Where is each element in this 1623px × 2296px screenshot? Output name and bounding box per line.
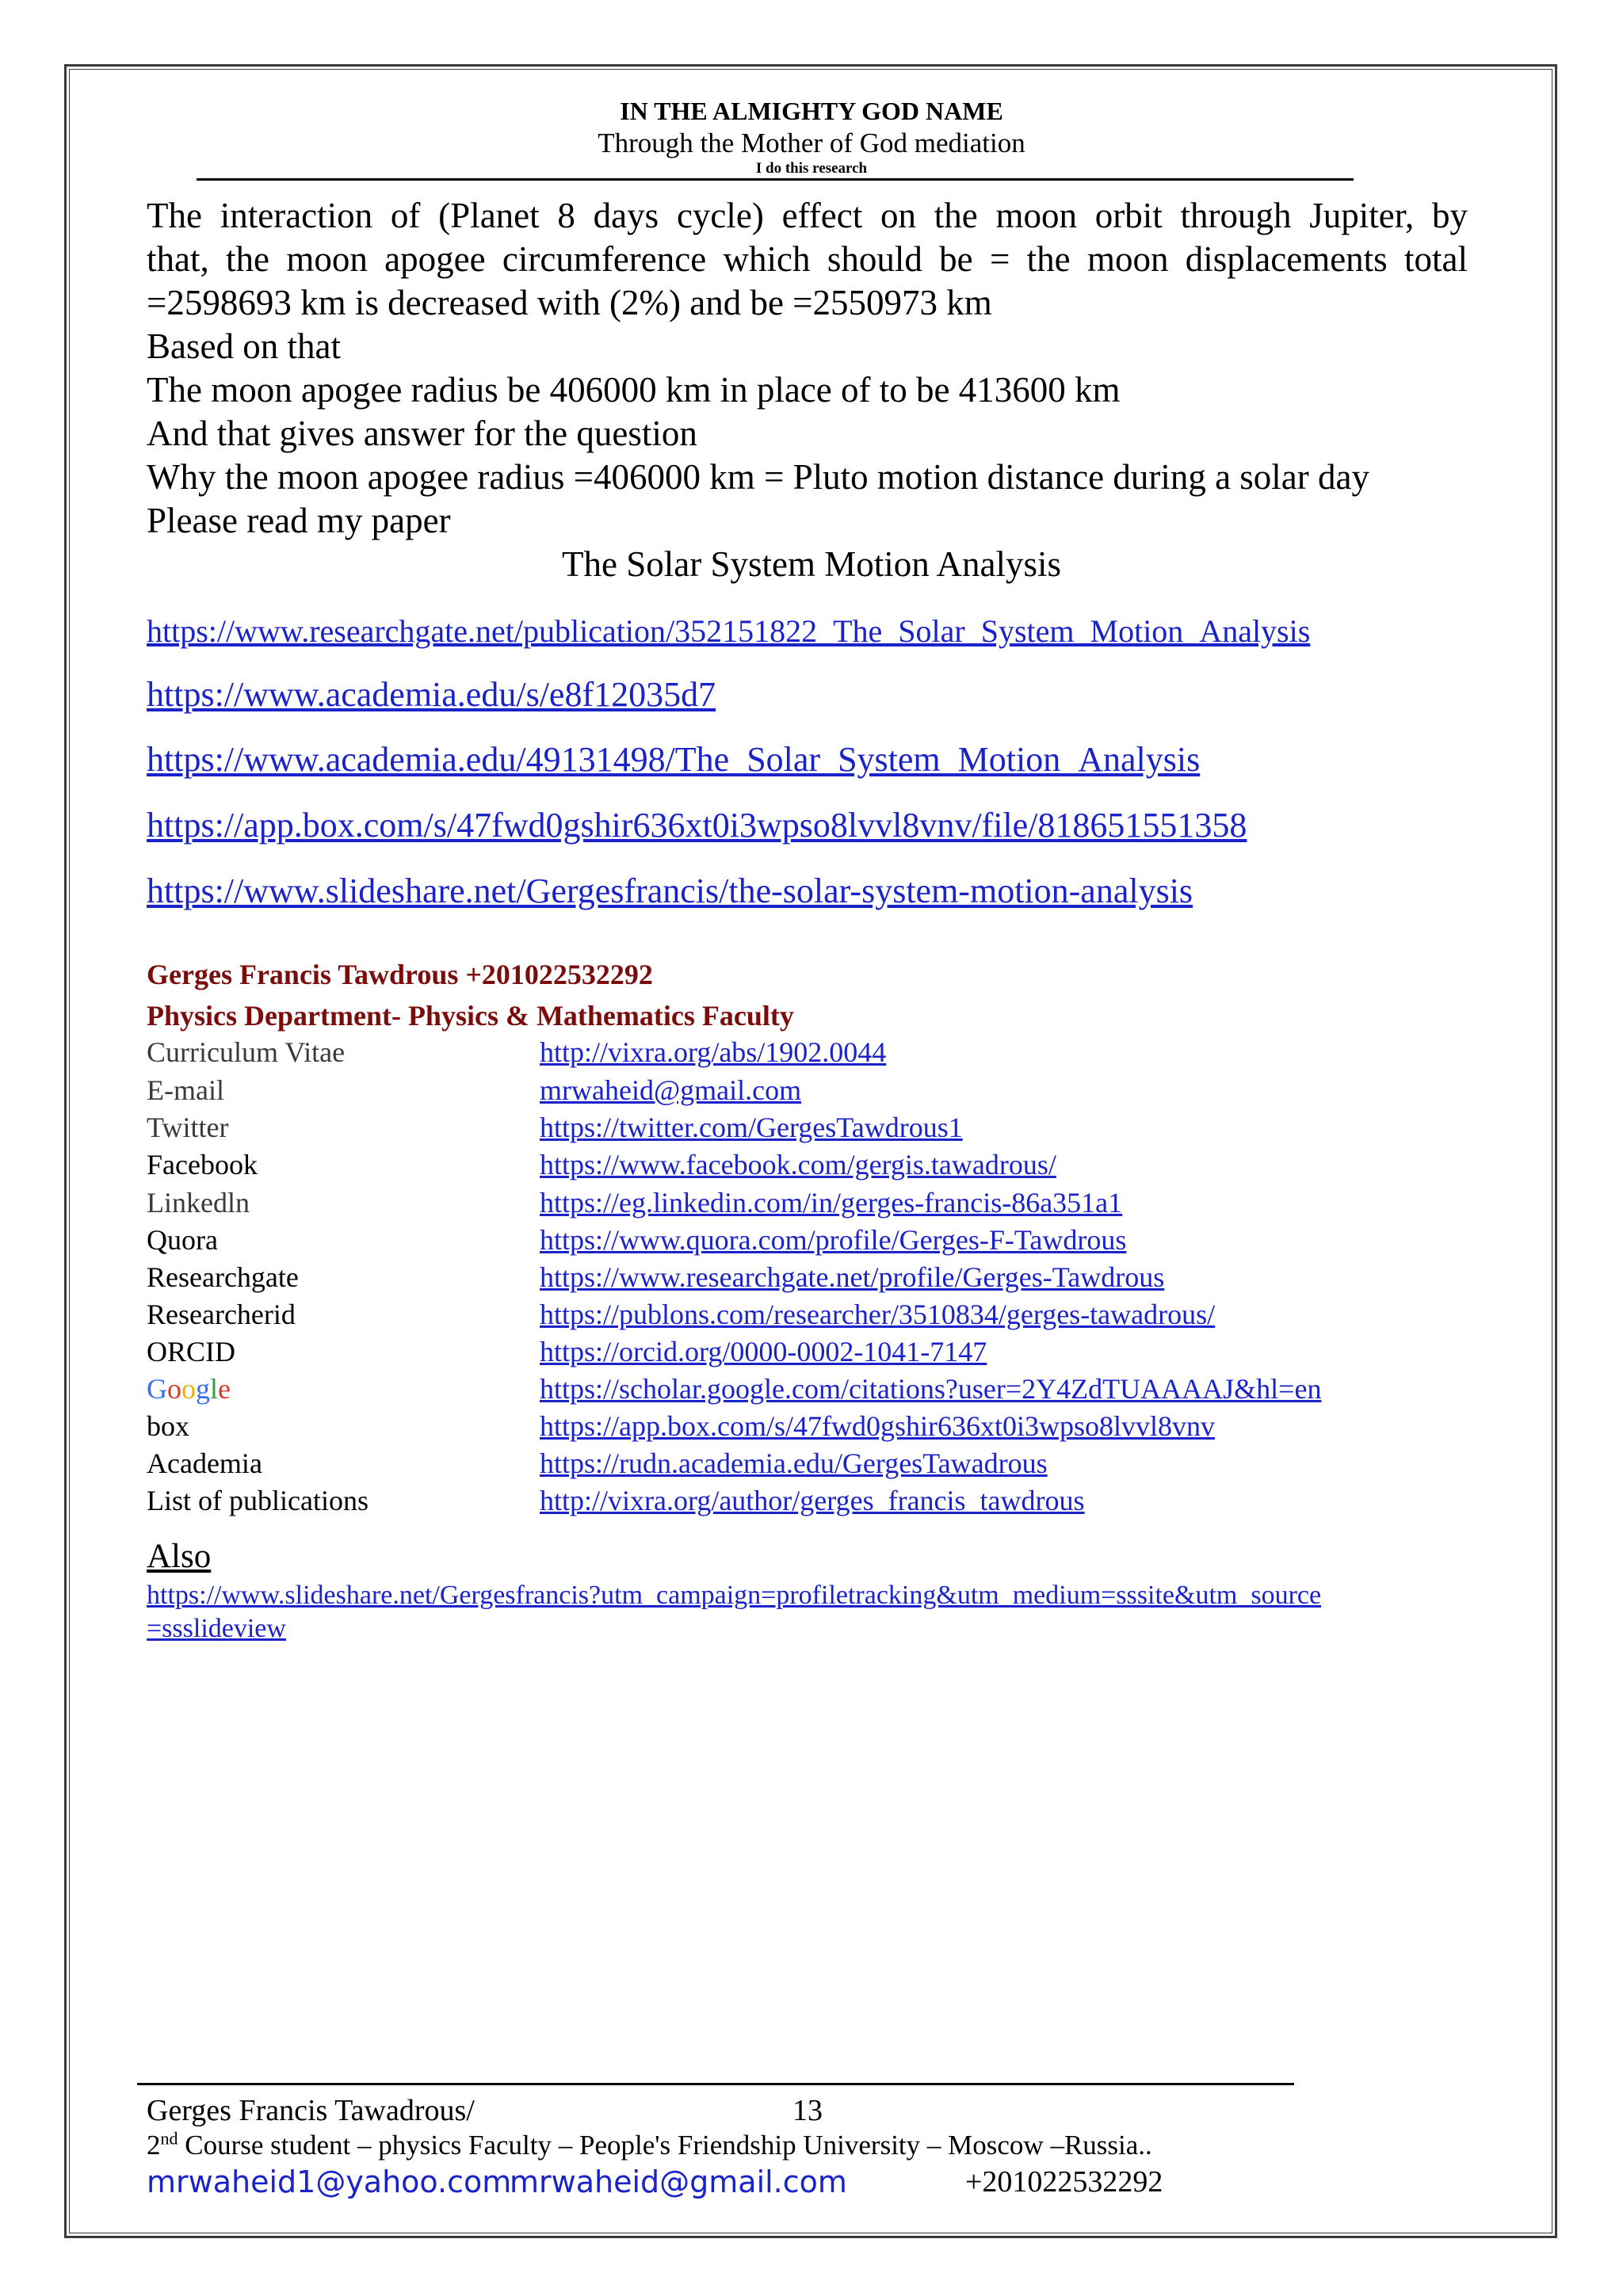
paper-title: The Solar System Motion Analysis	[562, 544, 1061, 584]
also-heading: Also	[147, 1538, 212, 1575]
footer-phone: +201022532292	[965, 2165, 1163, 2199]
footer-course-num: 2	[147, 2130, 161, 2161]
contact-link-cv[interactable]: http://vixra.org/abs/1902.0044	[540, 1036, 887, 1068]
also-link-line-2[interactable]: =ssslideview	[147, 1614, 286, 1643]
body-line-7: Why the moon apogee radius =406000 km = Pluto motion distance during a solar day	[147, 457, 1369, 497]
contact-label-email: E-mail	[147, 1074, 224, 1106]
contact-label-google	[147, 1371, 231, 1406]
publications-label: List of publications	[147, 1485, 369, 1516]
paper-link-academia-short[interactable]: https://www.academia.edu/s/e8f12035d7	[147, 675, 716, 714]
paper-link-academia[interactable]: https://www.academia.edu/49131498/The_Solar_System_Motion_Analysis	[147, 740, 1201, 779]
header-note: I do this research	[755, 160, 868, 177]
paper-link-slideshare[interactable]: https://www.slideshare.net/Gergesfrancis/the-solar-system-motion-analysis	[147, 871, 1193, 910]
footer-course-sup: nd	[160, 2128, 178, 2149]
contact-label-researchgate: Researchgate	[147, 1261, 299, 1293]
google-logo-text: Google	[147, 1373, 231, 1405]
body-line-1: The interaction of (Planet 8 days cycle) effect on the moon orbit through Jupiter, by	[147, 196, 1468, 235]
footer-email-2[interactable]	[510, 2164, 847, 2200]
author-department: Physics Department- Physics & Mathematics Faculty	[147, 1000, 794, 1032]
contact-link-publications[interactable]: http://vixra.org/author/gerges_francis_tawdrous	[540, 1485, 1085, 1516]
header-title: IN THE ALMIGHTY GOD NAME	[620, 97, 1003, 125]
footer-course-text: Course student – physics Faculty – People's Friendship University – Moscow –Russia..	[178, 2130, 1152, 2161]
body-line-6: And that gives answer for the question	[147, 414, 697, 453]
body-line-4: Based on that	[147, 326, 341, 366]
contact-label-facebook: Facebook	[147, 1149, 258, 1180]
contact-label-researcherid: Researcherid	[147, 1299, 296, 1330]
contact-label-publications	[147, 1483, 369, 1518]
body-line-2: that, the moon apogee circumference which should be = the moon displacements total	[147, 239, 1468, 279]
body-line-8: Please read my paper	[147, 501, 451, 540]
page-number: 13	[792, 2094, 823, 2127]
contact-link-researcherid[interactable]: https://publons.com/researcher/3510834/gerges-tawadrous/	[540, 1299, 1216, 1330]
contact-label-twitter: Twitter	[147, 1112, 229, 1143]
footer-author: Gerges Francis Tawadrous/	[147, 2094, 475, 2127]
footer-email-2-text: mrwaheid@gmail.com	[510, 2164, 847, 2199]
contact-label-linkedin: Linkedln	[147, 1187, 250, 1219]
contact-label-academia: Academia	[147, 1447, 262, 1479]
body-line-5: The moon apogee radius be 406000 km in place of to be 413600 km	[147, 370, 1121, 410]
author-name-phone: Gerges Francis Tawdrous +201022532292	[147, 959, 653, 990]
paper-link-researchgate[interactable]: https://www.researchgate.net/publication/352151822_The_Solar_System_Motion_Analysis	[147, 613, 1311, 649]
also-link-line-1[interactable]: https://www.slideshare.net/Gergesfrancis?utm_campaign=profiletracking&utm_medium=sssite&utm_source	[147, 1581, 1322, 1610]
contact-link-google-scholar[interactable]: https://scholar.google.com/citations?user=2Y4ZdTUAAAAJ&hl=en	[540, 1373, 1322, 1405]
contact-link-academia[interactable]: https://rudn.academia.edu/GergesTawadrous	[540, 1447, 1048, 1479]
contact-label-quora: Quora	[147, 1224, 218, 1256]
footer-email-1[interactable]	[147, 2164, 511, 2200]
contact-link-linkedin[interactable]: https://eg.linkedin.com/in/gerges-francis-86a351a1	[540, 1187, 1123, 1219]
contact-label-cv: Curriculum Vitae	[147, 1036, 346, 1068]
contact-label-box: box	[147, 1410, 189, 1442]
header-divider	[197, 178, 1354, 181]
contact-link-quora[interactable]: https://www.quora.com/profile/Gerges-F-Tawdrous	[540, 1224, 1127, 1256]
footer-course	[147, 2129, 1152, 2162]
contact-link-orcid[interactable]: https://orcid.org/0000-0002-1041-7147	[540, 1336, 987, 1367]
contact-link-email[interactable]: mrwaheid@gmail.com	[540, 1074, 802, 1106]
contact-link-researchgate[interactable]: https://www.researchgate.net/profile/Gerges-Tawdrous	[540, 1261, 1165, 1293]
paper-link-box[interactable]: https://app.box.com/s/47fwd0gshir636xt0i3wpso8lvvl8vnv/file/818651551358	[147, 806, 1247, 845]
body-line-3: =2598693 km is decreased with (2%) and be =2550973 km	[147, 283, 992, 322]
contact-link-twitter[interactable]: https://twitter.com/GergesTawdrous1	[540, 1112, 963, 1143]
footer-email-1-text: mrwaheid1@yahoo.com	[147, 2164, 512, 2199]
contact-link-facebook[interactable]: https://www.facebook.com/gergis.tawadrous/	[540, 1149, 1056, 1180]
contact-link-box[interactable]: https://app.box.com/s/47fwd0gshir636xt0i3wpso8lvvl8vnv	[540, 1410, 1215, 1442]
footer-divider	[137, 2083, 1294, 2085]
contact-label-orcid: ORCID	[147, 1336, 236, 1367]
header-subtitle: Through the Mother of God mediation	[598, 128, 1025, 158]
